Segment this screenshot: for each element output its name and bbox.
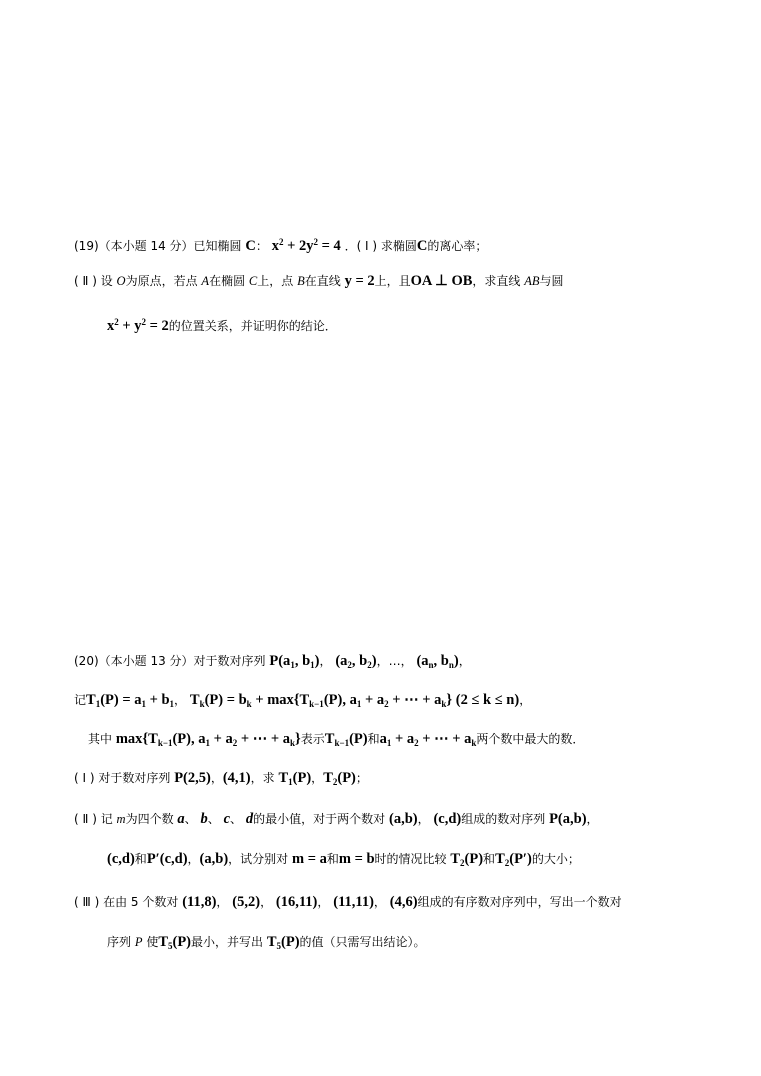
q20-part2-line-2: (c,d)和P′(c,d)，(a,b)，试分别对 m = a和m = b时的情况比较 $T_2(P)$和$T_2(P')$的大小； [107, 851, 580, 868]
q20-line-1: (20)（本小题 13 分）对于数对序列 $P(a_1$, $b_1$)， ($a_2$, $b_2$)，…， ($a_n$, $b_n$)， [74, 653, 471, 670]
q20-part2-line-1: ( Ⅱ ) 记 m为四个数 a、 b、 c、 d的最小值，对于两个数对 (a,b)， (c,d)组成的数对序列 P(a,b)， [74, 811, 599, 827]
q19-line-1: (19)（本小题 14 分）已知椭圆 C： $x^2 + 2y^2 = 4$ ．( Ⅰ ) 求椭圆C的离心率； [74, 237, 488, 254]
circle-equation: $x^2 + y^2 = 2$ [107, 317, 169, 334]
q19-line-2: ( Ⅱ ) 设 O为原点，若点 A在椭圆 C上，点 B在直线 y = 2上，且OA ⊥ OB，求直线 AB与圆 [74, 273, 564, 289]
q20-part1: ( Ⅰ ) 对于数对序列 P(2,5)，(4,1)，求 $T_1(P)$，$T_2(P)$； [74, 770, 368, 787]
ellipse-equation: $x^2 + 2y^2 = 4$ [271, 237, 341, 254]
q20-part3-line-2: 序列 P 使$T_5(P)$最小，并写出 $T_5(P)$的值（只需写出结论）。 [107, 934, 426, 951]
q20-line-3: 其中 $\max\{T_{k-1}(P)$, $a_1 + a_2$ + ⋯ + $a_k$}表示$T_{k-1}(P)$和$a_1 + a_2$ + ⋯ + $a_k$两个数中最大的数． [88, 731, 585, 748]
q20-part3-line-1: ( Ⅲ ) 在由 5 个数对 (11,8)， (5,2)， (16,11)， (11,11)， (4,6)组成的有序数对序列中，写出一个数对 [74, 894, 622, 910]
q19-line-3: $x^2 + y^2 = 2$的位置关系，并证明你的结论． [107, 317, 337, 334]
q20-line-2: 记$T_1(P) = a_1 + b_1$， $T_k(P) = b_k + \max\{T_{k-1}(P)$, $a_1 + a_2$ + ⋯ + $a_k$} (2 ≤ k ≤ n)， [74, 692, 532, 709]
